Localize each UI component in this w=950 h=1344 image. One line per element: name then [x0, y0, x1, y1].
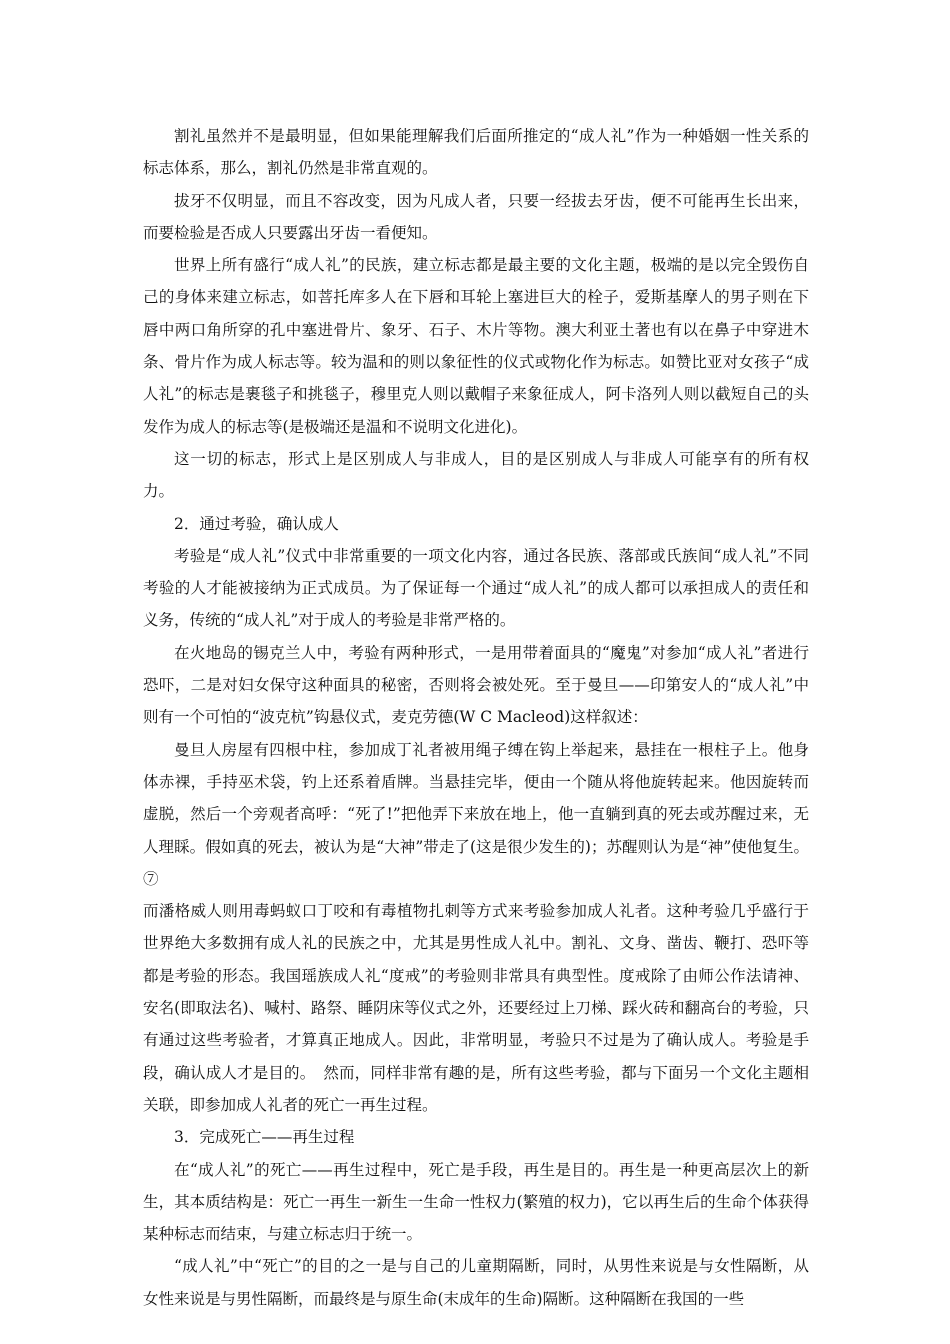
paragraph: 这一切的标志，形式上是区别成人与非成人，目的是区别成人与非成人可能享有的所有权力。	[143, 449, 809, 501]
document-body	[143, 120, 809, 1315]
paragraph: 割礼虽然并不是最明显，但如果能理解我们后面所推定的“成人礼”作为一种婚姻一性关系的标志体系，那么，割礼仍然是非常直观的。	[143, 127, 809, 178]
paragraph: “成人礼”中“死亡”的目的之一是与自己的儿童期隔断，同时，从男性来说是与女性隔断，从女性来说是与男性隔断，而最终是与原生命(末成年的生命)隔断。这种隔断在我国的一些	[143, 1257, 809, 1308]
paragraph: 拔牙不仅明显，而且不容改变，因为凡成人者，只要一经拔去牙齿，便不可能再生长出来，而要检验是否成人只要露出牙齿一看便知。	[143, 191, 809, 242]
block-quote: 曼旦人房屋有四根中柱，参加成丁礼者被用绳子缚在钩上举起来，悬挂在一根柱子上。他身体赤裸，手持巫术袋，钓上还系着盾牌。当悬挂完毕，便由一个随从将他旋转起来。他因旋转而虚脱，然后一个旁观者高呼：“死了!”把他弄下来放在地上，他一直躺到真的死去或苏醒过来，无人理睬。假如真的死去，被认为是“大神”带走了(这是很少发生的)；苏醒则认为是“神”使他复生。⑦	[143, 740, 809, 888]
paragraph: 在火地岛的锡克兰人中，考验有两种形式，一是用带着面具的“魔鬼”对参加“成人礼”者进行恐吓，二是对妇女保守这种面具的秘密，否则将会被处死。至于曼旦——印第安人的“成人礼”中则有一个可怕的“波克杭”钩悬仪式，麦克劳德(W C Macleod)这样叙述：	[143, 643, 809, 727]
section-heading: 2．通过考验，确认成人	[174, 514, 339, 533]
section-heading: 3．完成死亡——再生过程	[174, 1128, 355, 1147]
paragraph: 而潘格威人则用毒蚂蚁口丁咬和有毒植物扎刺等方式来考验参加成人礼者。这种考验几乎盛行于世界绝大多数拥有成人礼的民族之中，尤其是男性成人礼中。割礼、文身、凿齿、鞭打、恐吓等都是考验的形态。我国瑶族成人礼“度戒”的考验则非常具有典型性。度戒除了由师公作法请神、安名(即取法名)、喊村、路祭、睡阴床等仪式之外，还要经过上刀梯、踩火砖和翻高台的考验，只有通过这些考验者，才算真正地成人。因此，非常明显，考验只不过是为了确认成人。考验是手段，确认成人才是目的。 然而，同样非常有趣的是，所有这些考验，都与下面另一个文化主题相关联，即参加成人礼者的死亡一再生过程。	[143, 902, 809, 1114]
paragraph: 世界上所有盛行“成人礼”的民族，建立标志都是最主要的文化主题，极端的是以完全毁伤自己的身体来建立标志，如菩托库多人在下唇和耳轮上塞进巨大的栓子，爱斯基摩人的男子则在下唇中两口角所穿的孔中塞进骨片、象牙、石子、木片等物。澳大利亚土著也有以在鼻子中穿进木条、骨片作为成人标志等。较为温和的则以象征性的仪式或物化作为标志。如赞比亚对女孩子“成人礼”的标志是裹毯子和挑毯子，穆里克人则以戴帽子来象征成人，阿卡洛列人则以截短自己的头发作为成人的标志等(是极端还是温和不说明文化进化)。	[143, 256, 809, 436]
paragraph: 考验是“成人礼”仪式中非常重要的一项文化内容，通过各民族、落部或氏族间“成人礼”不同考验的人才能被接纳为正式成员。为了保证每一个通过“成人礼”的成人都可以承担成人的责任和义务，传统的“成人礼”对于成人的考验是非常严格的。	[143, 546, 809, 630]
paragraph: 在“成人礼”的死亡——再生过程中，死亡是手段，再生是目的。再生是一种更高层次上的新生，其本质结构是：死亡一再生一新生一生命一性权力(繁殖的权力)，它以再生后的生命个体获得某种标志而结束，与建立标志归于统一。	[143, 1160, 809, 1244]
